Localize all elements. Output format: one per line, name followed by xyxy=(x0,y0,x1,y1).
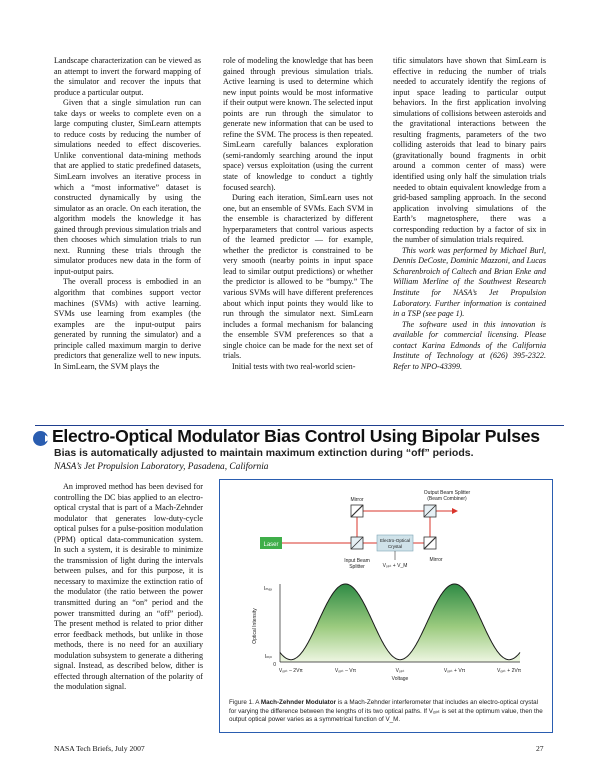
mirror-label: Mirror xyxy=(350,497,364,503)
paragraph: tific simulators have shown that SimLearn is effective in reducing the number of trials needed to accurately identify the regions of input space leading to particular output behaviors. In the first application involving simulations of collisions between asteroids and the gravitational interactions between the resulting fragments, parameters of the two colliding asteroids that lead to binary pairs (gravitationally bound fragments in orbit around a common center of mass) were identified using only half the simulation trials needed to obtain equivalent knowledge from a grid-based sampling approach. In the second application involving simulations of the Earth’s magnetosphere, there was a corresponding reduction by a factor of six in the number of simulation trials required. xyxy=(393,56,546,245)
text-column-1 xyxy=(54,56,201,372)
article-body-column xyxy=(54,482,203,693)
paragraph: Landscape characterization can be viewed as an attempt to invert the forward mapping of the simulator and recover the inputs that produce a particular output. xyxy=(54,56,201,97)
paragraph: The overall process is embodied in an algorithm that combines support vector machines (SVMs) with active learning. SVMs use learning from examples (the examples are the input-output pairs generated by running the simulator) and a principle called maximum margin to derive predictors that generalize well to new inputs. In SimLearn, the SVM plays the xyxy=(54,277,201,371)
imin-label: Iₘᵢₙ xyxy=(264,654,272,660)
paragraph: Given that a single simulation run can take days or weeks to complete even on a large computing cluster, SimLearn attempts to reduce costs by reducing the number of simulations needed to effect discoveries. Unlike conventional data-mining methods that are applied to static predefined datasets, SimLearn involves an iterative process in which a “most informative” dataset is constructed dynamically by using the simulator as an oracle. On each iteration, the algorithm models the knowledge it has gained through previous simulation trials and then chooses which simulation trials to run next. Running these trials through the simulator produces new data in the form of input-output pairs. xyxy=(54,98,201,276)
caption-lead: Figure 1. A xyxy=(229,699,261,706)
x-tick-label: Vₒₚₜ – Vπ xyxy=(334,668,357,674)
output-splitter-label: (Beam Combiner) xyxy=(427,496,467,502)
x-tick-label: Vₒₚₜ – 2Vπ xyxy=(278,668,303,674)
voltage-label: Vₒₚₜ + V_M xyxy=(382,563,408,569)
text-column-2 xyxy=(223,56,373,372)
crystal-label: Crystal xyxy=(387,544,403,549)
caption-bold: Mach-Zehnder Modulator xyxy=(260,699,337,706)
x-tick-label: Vₒₚₜ + 2Vπ xyxy=(497,668,522,674)
x-tick-label: Vₒₚₜ + Vπ xyxy=(443,668,466,674)
zero-label: 0 xyxy=(273,662,276,668)
x-tick-label: Vₒₚₜ xyxy=(395,668,405,674)
crystal-label: Electro-Optical xyxy=(379,538,411,543)
mirror-label: Mirror xyxy=(429,557,443,563)
article-affiliation: NASA’s Jet Propulsion Laboratory, Pasadena, California xyxy=(54,462,269,472)
input-splitter-label: Splitter xyxy=(349,564,365,570)
section-arrow-icon xyxy=(33,431,48,446)
y-axis-label: Optical Intensity xyxy=(252,608,258,644)
laser-label: Laser xyxy=(263,542,279,548)
paragraph: role of modeling the knowledge that has been gained through previous simulation trials. Active learning is used to determine which new input points would be most informative if their output were known. The selected input points are run through the simulator to generate new information that can be used to refine the SVM. The process is then repeated. SimLearn carefully balances exploration (semi-randomly searching around the input space) versus exploitation (using the current state of knowledge to conduct a tightly focused search). xyxy=(223,56,373,192)
intensity-plot xyxy=(252,584,522,682)
modulator-figure xyxy=(220,480,552,732)
curve-fill xyxy=(280,584,520,662)
text-column-3 xyxy=(393,56,546,372)
figure-box xyxy=(219,479,553,733)
input-splitter-label: Input Beam xyxy=(344,558,370,564)
caption-text: is a Mach-Zehnder interferometer that includes an electro-optical crystal for varying the difference between the lengths of its two optical paths. If Vₒₚₜ is set at the optimum value, then the output optical power varies as a symmetrical function of V_M. xyxy=(229,699,543,724)
page-number: 27 xyxy=(536,744,544,753)
paragraph: During each iteration, SimLearn uses not one, but an ensemble of SVMs. Each SVM in the ensemble is characterized by different hyperparameters that control various aspects of the learned predictor — for example, whether the predictor is constrained to be very smooth (nearby points in input space lead to similar output predictions) or whether the predictor is allowed to be “bumpy.” The various SVMs will have different preferences about which input points they would like to run through the simulator next. SimLearn includes a formal mechanism for balancing the ensemble SVM preferences so that a single choice can be made for the next set of trials. xyxy=(223,193,373,361)
credits-paragraph: This work was performed by Michael Burl, Dennis DeCoste, Dominic Mazzoni, and Lucas Scharenbroich of Caltech and Brian Enke and William Merline of the Southwest Research Institute for NASA’s Jet Propulsion Laboratory. Further information is contained in a TSP (see page 1). xyxy=(393,245,546,319)
figure-caption xyxy=(229,699,545,725)
licensing-paragraph: The software used in this innovation is available for commercial licensing. Please contact Karina Edmonds of the California Institute of Technology at (626) 395-2322. Refer to NPO-43399. xyxy=(393,319,546,371)
article-title: Electro-Optical Modulator Bias Control Using Bipolar Pulses xyxy=(52,426,540,446)
article-subtitle: Bias is automatically adjusted to maintain maximum extinction during “off” periods. xyxy=(54,447,474,459)
x-axis-label: Voltage xyxy=(391,676,409,682)
footer-publication: NASA Tech Briefs, July 2007 xyxy=(54,744,145,753)
output-splitter-label: Output Beam Splitter xyxy=(423,490,471,496)
paragraph: Initial tests with two real-world scien- xyxy=(232,361,356,371)
imax-label: Iₘₐₓ xyxy=(263,586,272,592)
paragraph: An improved method has been devised for controlling the DC bias applied to an electro-optical crystal that is part of a Mach-Zehnder modulator that generates low-duty-cycle optical pulses for a pulse-position modulation (PPM) optical data-communication system. In such a system, it is desirable to minimize the transmission of light during the intervals between pulses, and for this purpose, it is necessary to maximize the extinction ratio of the modulator (the ratio between the power transmitted during an “on” period and the power transmitted during an “off” period). The present method is related to prior dither error feedback methods, but unlike in those methods, there is no need for an auxiliary modulation subsystem to generate a dithering signal. Instead, as described below, dither is effected through alternation of the polarity of the modulation signal. xyxy=(54,482,203,692)
